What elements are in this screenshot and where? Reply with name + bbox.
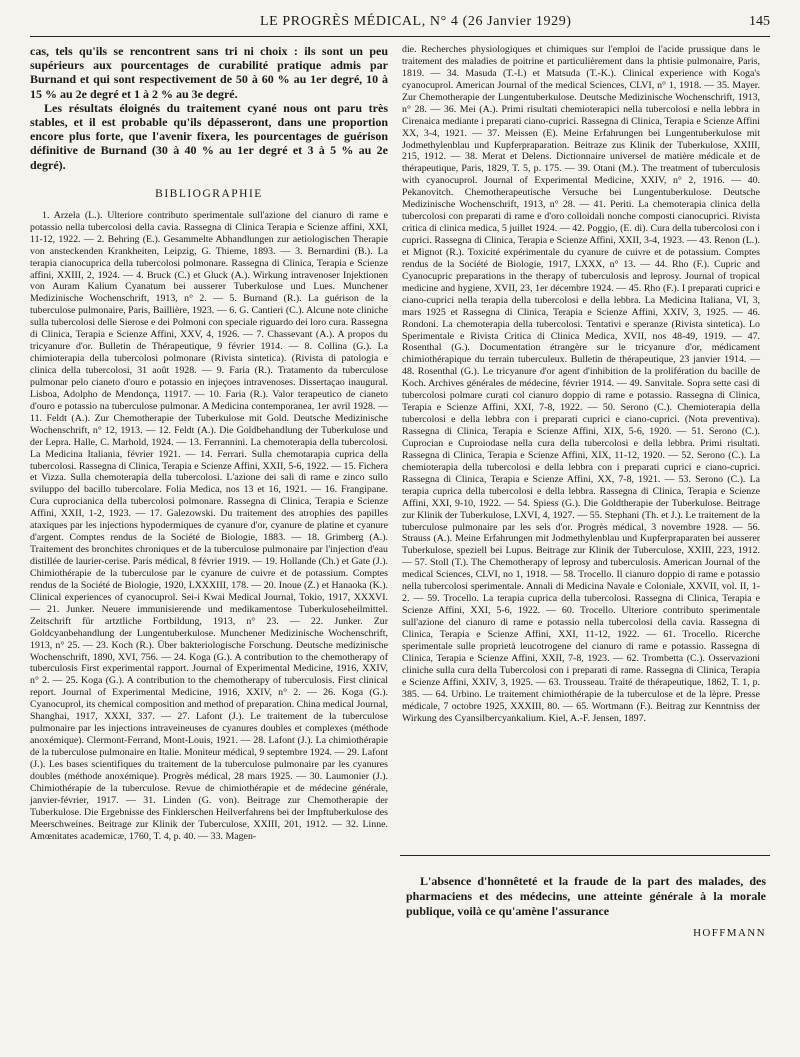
lead-text <box>30 44 388 172</box>
lead-paragraph-1: cas, tels qu'ils se rencontrent sans tri ni choix : ils sont un peu supérieurs aux pourcentages de curabilité pratique admis par Burnand et qui sont respectivement de 50 à 60 % au 1er degré, 10 à 15 % au 2e degré et 1 à 2 % au 3e degré. <box>30 44 388 101</box>
lead-paragraph-2: Les résultats éloignés du traitement cyané nous ont paru très stables, et il est probable qu'ils dépasseront, dans une proportion encore plus forte, que l'avenir fixera, les pourcentages de guérison définitive de Burnand (30 à 40 % au 1er degré et 3 à 5 % au 2e degré). <box>30 100 388 172</box>
bibliography-heading: BIBLIOGRAPHIE <box>155 187 263 200</box>
right-column <box>402 44 760 724</box>
quote-author: HOFFMANN <box>693 927 766 939</box>
running-header <box>30 14 770 37</box>
quote-divider <box>400 855 770 856</box>
bibliography-text-right: die. Recherches physiologiques et chimiques sur l'emploi de l'acide prussique dans le traitement des maladies de poitrine et particulièrement dans la phtisie pulmonaire, Paris, 1819. — 34. Masuda (T.-I.) et Matsuda (T.-K.). Clinical experience with Koga's cyanocuprol. American Journal of the medical Sciences, CLVI, n° 1, 1918. — 35. Mayer. Zur Chemotherapie der Lungentuberkulose. Deutsche Medizinische Wochenschrift, 1913, n° 28. — 36. Mei (A.). Primi risultati chemioterapici nella tubercolosi e nella lebbra in Cirenaica mediante i preparati ciano-cuprici. Rassegna di Clinica, Terapia e Scienze Affini XX, 3-4, 1921. — 37. Meissen (E). Meine Erfahrungen bei Lungentuberkulose mit Jodmethylenblau und Kupferpraparation. Beitraze zus Klinik der Tuberkulose, XXIII, 215, 1912. — 38. Merat et Delens. Dictionnaire universel de matière médicale et de thérapeutique, Paris, 1829, T. 5, p. 175. — 39. Otani (M.). The treatment of tuberculosis with cyanocuprol. Journal of Experimental Medicine, XXIV, n° 2, 1916. — 40. Pekanovitch. Chemotherapeutische Versuche bei Lungentuberkulose. Deutsche Medizinische Wochenschrift, 1913, n° 28. — 41. Periti. La chemoterapia clinica della tubercolosi con preparati di rame e d'oro colloidali nonche composti cianocuprici. Rivista critica di clinica medica, 5 juillet 1924. — 42. Poggio, (E. di). Cura della tubercolosi con i cuprici. Rassegna di Clinica, Terapia e Scienze Affini, XXII, 3-4, 1923. — 43. Renon (L.). et Mignot (R.). Toxicité expérimentale du cyanure de cuivre et de potassium. Comptes rendus de la Société de Biologie, 1917, LXXX, n° 13. — 44. Rho (F.). Cupric and Cyanocupric preparations in the therapy of tuberculosis and leprosy. Journal of tropical medicine and hygiene, XVII, 23, 1er décembre 1924. — 45. Rho (F.). I preparati cuprici e ciano-cuprici nella terapia della tubercolosi e della lebbra. La Medicina Italiana, VI, 3, mars 1925 et Rassegna di Clinica, Terapia e Scienze Affini, XXIV, 3, 1925. — 46. Rondoni. La chemoterapia della tubercolosi. Tentativi e speranze (Rivista sintetica). Lo Sperimentale e Rivista Critica di Clinica Medica, XVII, nos 48-49, 1919. — 47. Rosenthal (G.). Documentation étrangère sur le tricyanure d'or, médicament chimiothérapique du terrain tuberculeux. Bulletin de thérapeutique, 23 janvier 1914. — 48. Rosenthal (G.). Le tricyanure d'or agent d'inhibition de la prolifération du bacille de Koch. Archives générales de médecine, février 1914. — 49. Sanvitale. Sopra sette casi di tubercolosi polmare curati col cianuro doppio di rame e potassio. Rassegna di Clinica, Terapia e Scienze Affini, XXI, 7-8, 1922. — 50. Serono (C.). Chemioterapia della tubercolosi e della lebbra con i preparati cuprici e ciano-cuprici. (Nota preventiva). Rassegna di Clinica, Terapia e Scienze Affini, XIX, 5-6, 1920. — 51. Serono (C.). Cuprocian e Cuproiodase nella cura della tubercolosi e della lebbra. Primi risultati. Rassegna di Clinica, Terapia e Scienze Affini, XIX, 11-12, 1920. — 52. Serono (C.). La chemioterapia della tubercolosi e della lebbra con i preparati cuprici e ciano-cuprici. Rassegna di Clinica, Terapia e Scienze Affini, XX, 7-8, 1921. — 53. Serono (C.). La terapia cuprica della tubercolosi e della lebbra. Rassegna di Clinica, Terapia e Scienze Affini, XXI, 9-10, 1922. — 54. Spiess (G.). Die Goldtherapie der Tuberkulose. Beitrage zur Klinik der Tuberkulose, LXVI, 4, 1927. — 55. Stephani (Th. et J.). Le traitement de la tuberculose pulmonaire par les sels d'or. Progrès médical, 3 novembre 1928. — 56. Strauss (A.). Meine Erfahrungen mit Jodmethylenblau und Kupferpraparaten bei ausserer Tuberkulose, speziell bei Lupus. Beitrage zur Klinik der Tuberculose, XXIII, 223, 1912. — 57. Stoll (T.). The Chemotherapy of leprosy and tuberculosis. American Journal of the medical Sciences, CLVI, no 1, 1918. — 58. Trocello. Il cianuro doppio di rame e potassio nella tubercolosi sperimentale. Annali di Medicina Navale e Coloniale, XXVII, vol. II, 1-2. — 59. Trocello. La terapia cuprica della tubercolosi. Rassegna di Clinica, Terapia e Scienze Affini, XXI, 5-6, 1922. — 60. Trocello. Ulteriore contributo sperimentale sull'azione del cianuro di rame e potassio nella tubercolosi della cavia. Rassegna di Clinica, Terapia e Scienze Affini, XXI, 11-12, 1922. — 61. Trocello. Ricerche sperimentale sulle proprietà leucotrogene del cianuro di rame e potassio. Rassegna di Clinica, Terapia e Scienze Affini, XXII, 7-8, 1923. — 62. Trombetta (C.). Osservazioni cliniche sulla cura della Tubercolosi con i preparati di rame. Rassegna di Clinica, Terapia e Scienze Affini, XXIV, 3, 1925. — 63. Trousseau. Traité de thérapeutique, 1862, T. 1, p. 385. — 64. Urbino. Le traitement chimiothérapie de la tuberculose et de la lèpre. Presse médicale, 7 octobre 1925, XXXIII, 80. — 65. Wortmann (F.). Beitrag zur Kenntniss der Wirkung des Cyansilbercyankalium. Kiel, A.-F. Jensen, 1897. <box>402 44 760 724</box>
quote-box <box>406 874 766 939</box>
bibliography-text-left: 1. Arzela (L.). Ulteriore contributo sperimentale sull'azione del cianuro di rame e potassio nella tubercolosi della cavia. Rassegna di Clinica Terapia e Scienze affini, XXI, 11-12, 1922. — 2. Behring (E.). Gesammelte Abhandlungen zur aetiologischen Therapie von ansteckenden Krankheiten, Leipzig, G. Thieme, 1893. — 3. Bernardini (B.). La terapia cianocuprica della tubercolosi polmonare. Rassegna di Clinica, Terapia e Scienze affini, XXIII, 2, 1924. — 4. Bruck (C.) et Gluck (A.). Wirkung intravenoser Injektionen von Auram Kalium Cyanatum bei ausserer Tuberkulose und Lues. Munchener Medizinische Wochenschrift, 1913, n° 2. — 5. Burnand (R.). La guérison de la tuberculose pulmonaire, Paris, Baillière, 1923. — 6. G. Cantieri (C.). Alcune note cliniche sulla tubercolosi delle Sierose e dei Polmoni con speciale riguardo dei loro cura. Rassegna di Clinica, Terapia e Scienze Affini, XXV, 4, 1926. — 7. Chassevant (A.). A propos du tricyanure d'or. Bulletin de Thérapeutique, 9 février 1914. — 8. Collina (G.). La chimioterapia della tubercolosi polmonare (Rivista sintetica). (Rivista di patologia e clinica della tubercolosi, 31 août 1928. — 9. Faria (R.). Tratamento da tuberculose pulmonar pelo cianeto d'ouro e potassio en injeçoes intravenoses. Dissertaçao inaugural. Lisboa, Adolpho de Mendonça, 11917. — 10. Faria (R.). Valor terapeutico de cianeto d'ouro e potassio na tuberculose pulmonar. A Medicina contemporanea, 1er avril 1928. — 11. Feldt (A.). Zur Chemotherapie der Tuberkulose mit Gold. Deutsche Medizinische Wochenschrift, n° 12, 1913. — 12. Feldt (A.). Die Goldbehandlung der Tuberkulose und der Lepra. Halle, C. Marhold, 1924. — 13. Ferrannini. La chemoterapia della tubercolosi. La Medicina Italiania, février 1921. — 14. Ferrari. Sulla chemotarapia cuprica della tubercolosi. Rassegna di Clinica, Terapia e Scienze Affini, XXII, 5-6, 1922. — 15. Fichera et Vizza. Sulla chemoterapia della tubercolosi. L'azione dei sali di rame e zinco sullo sviluppo del bacillo tubercolare. Folia Medica, nos 13 et 16, 1921. — 16. Frangipane. Cura cuprocianica della tubercolosi polmonare. Rassegna di Clinica, Terapia e Scienze Affini, XXII, 1-2, 1923. — 17. Galezowski. Du traitement des atrophies des papilles ataxiques par les injections hypodermiques de cyanure d'or, cyanure de platine et cyanure d'argent. Comptes rendus de la Société de Biologie, 1883. — 18. Grimberg (A.). Traitement des bronchites chroniques et de la tuberculose pulmonaire par l'injection d'eau distillée de laurier-cerise. Paris médical, 8 février 1919. — 19. Hollande (Ch.) et Gate (J.). Chimiothérapie de la tuberculose par le cyanure de cuivre et de potassium. Comptes rendus de la Société de Biologie, 1920, LXXXIII, 178. — 20. Inoue (Z.) et Hanaoka (K.). Clinical experiences of cyanocuprol. Sei-i Kwai Medical Journal, Tokio, 1917, XXXVI. — 21. Junker. Neuere immunisierende und medikamentose Tuberkuloseheilmittel. Zeitschrift für artztliche Fortbildung, 1913, n° 23. — 22. Junker. Zur Goldcyanbehandlung der Lungentuberkulose. Munchener Medizinische Wochenschrift, 1913, n° 25. — 23. Koch (R.). Über bakteriologische Forschung. Deutsche medizinische Wochenschrift, 1890, XVI, 756. — 24. Koga (G.). A contribution to the chemotherapy of tuberculosis First experimental rapport. Journal of Experimental Medicine, 1916, XXIV, n° 2. — 25. Koga (G.). A contribution to the chemotherapy of tuberculosis. First clinical report. Journal of Experimental Medicine, 1916, XXIV, n° 2. — 26. Koga (G.). Cyanocuprol, its chemical composition and method of preparation. China medical Journal, Shanghai, 1917, XXXI, 337. — 27. Lafont (J.). Le traitement de la tuberculose pulmonaire par les injections intraveineuses de cyanures doubles et complexes (méthode anoxémique). Clermont-Ferrand, Mont-Louis, 1921. — 28. Lafont (J.). La chimiothérapie de la tuberculose pulmonaire en Italie. Moniteur médical, 9 septembre 1924. — 29. Lafont (J.). Les bases scientifiques du traitement de la tuberculose pulmonaire par les cyanures doubles (méthode anoxémique). Progrès médical, 28 mars 1925. — 30. Laumonier (J.). Chimiothérapie de la tuberculose. Revue de chimiothérapie et de médecine générale, janvier-février, 1917. — 31. Linden (G. von). Beitrage zur Chemotherapie der Tuberkulose. Die Ergebnisse des Finklerschen Heilverfahrens bei der Impftuberkulose des Meerschweines. Beitrage zur Klinik der Tuberculose, XXIII, 201, 1912. — 32. Linne. Amœnitates academicæ, 1760, T. 4, p. 40. — 33. Magen- <box>30 209 388 842</box>
journal-title: LE PROGRÈS MÉDICAL, N° 4 (26 Janvier 1929) <box>260 14 572 29</box>
left-column <box>30 44 388 843</box>
page-number: 145 <box>749 14 770 29</box>
quote-text: L'absence d'honnêteté et la fraude de la part des malades, des pharmaciens et des médecins, une atteinte générale à la morale publique, voilà ce qu'amène l'assurance <box>406 874 766 918</box>
